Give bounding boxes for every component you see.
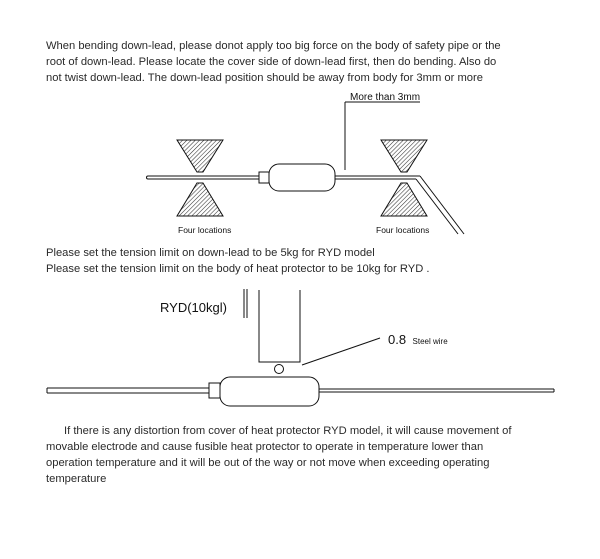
intro-line: root of down-lead. Please locate the cover side of down-lead first, then do bending. Also do [46, 56, 497, 68]
bending-diagram [147, 92, 465, 235]
tension-instructions [46, 245, 430, 277]
right-clamp-upper [381, 140, 427, 172]
steel-wire-leader [302, 338, 380, 365]
tension-line: Please set the tension limit on the body of heat protector to be 10kg for RYD . [46, 263, 430, 275]
tension-line: Please set the tension limit on down-lead to be 5kg for RYD model [46, 247, 375, 259]
tension-diagram [47, 289, 554, 406]
left-lead-tip [147, 176, 149, 179]
intro-line: not twist down-lead. The down-lead position should be away from body for 3mm or more [46, 72, 483, 84]
heat-protector-body [269, 164, 335, 191]
steel-wire-label-group [388, 331, 448, 348]
left-clamp-upper [177, 140, 223, 172]
distance-label: More than 3mm [350, 92, 421, 103]
intro-line: When bending down-lead, please donot apply too big force on the body of safety pipe or the [46, 40, 501, 52]
tension-body-collar [209, 383, 220, 398]
steel-wire [275, 365, 284, 374]
right-clamp-label: Four locations [376, 225, 430, 235]
warning-line: temperature [46, 473, 107, 485]
heat-protector-collar [259, 172, 269, 183]
distortion-warning [46, 423, 511, 487]
warning-line: movable electrode and cause fusible heat protector to operate in temperature lower than [46, 441, 484, 453]
pull-fixture [259, 290, 300, 362]
right-clamp-lower [381, 183, 427, 216]
tension-body [220, 377, 319, 406]
warning-line: operation temperature and it will be out of the way or not move when exceeding operating [46, 457, 490, 469]
force-label: RYD(10kgl) [160, 300, 227, 315]
left-clamp-label: Four locations [178, 225, 232, 235]
wire-type-label: Steel wire [412, 337, 448, 346]
warning-line: If there is any distortion from cover of heat protector RYD model, it will cause movement of [64, 425, 512, 437]
wire-size-value: 0.8 [388, 332, 407, 347]
left-clamp-lower [177, 183, 223, 216]
